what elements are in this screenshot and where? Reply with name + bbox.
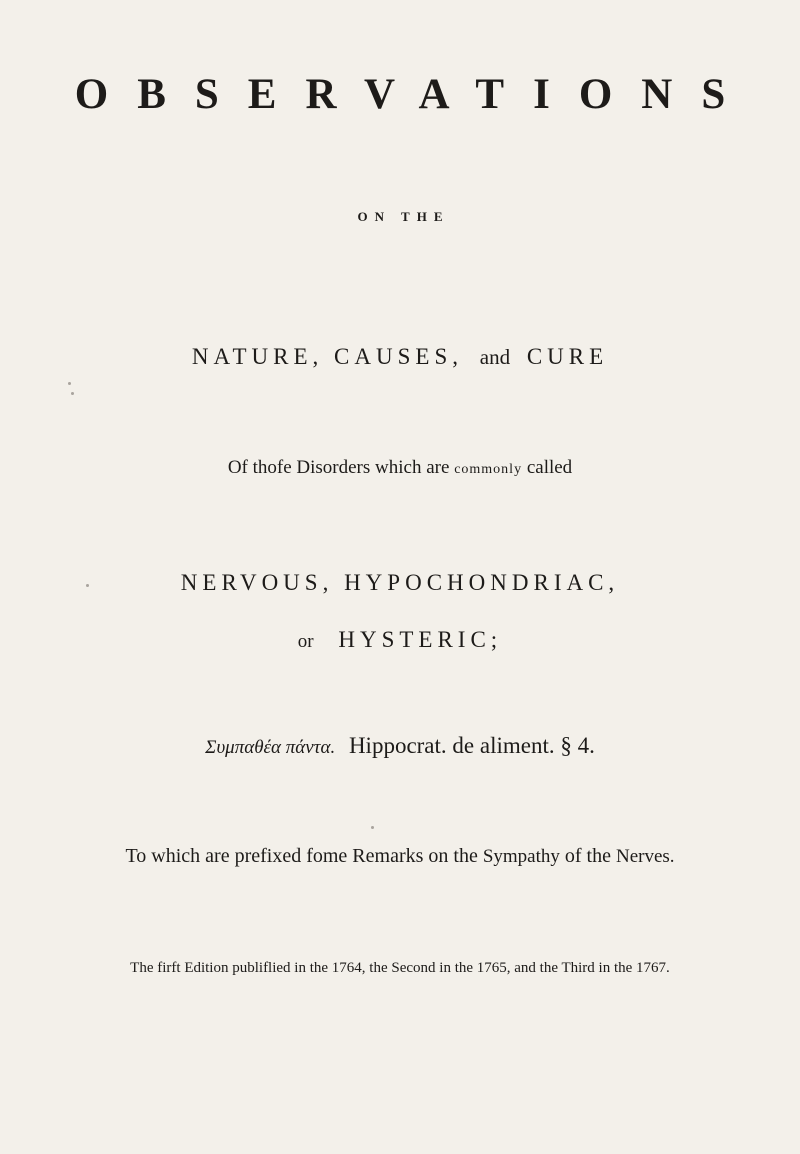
nature-causes-cure-line — [0, 344, 800, 370]
disorders-word: Disorders — [296, 457, 371, 478]
greek-quote: Συμπαθέα πάντα. — [205, 737, 336, 758]
which-are-text: which are — [375, 457, 450, 478]
paper-speck — [371, 826, 374, 829]
epigraph-citation: Hippocrat. de aliment. § 4. — [348, 733, 595, 758]
subtitle-on-the: ON THE — [357, 209, 450, 224]
of-those-text: Of thofe — [227, 457, 292, 478]
sympathy-word: Sympathy — [482, 846, 560, 867]
and-word: and — [479, 345, 511, 369]
paper-speck — [86, 584, 89, 587]
remarks-text: To which are prefixed fome Remarks on the — [125, 845, 478, 867]
or-word: or — [297, 631, 314, 652]
cure-text: CURE — [526, 344, 609, 369]
nature-causes-text: NATURE, CAUSES, — [191, 344, 463, 369]
epigraph — [0, 733, 800, 759]
remarks-line — [0, 845, 800, 868]
hysteric-line — [0, 627, 800, 653]
nerves-word: Nerves. — [615, 846, 675, 867]
hysteric-word: HYSTERIC; — [338, 627, 503, 652]
nervous-hypochondriac-line: NERVOUS, HYPOCHONDRIAC, — [180, 570, 620, 595]
book-title: OBSERVATIONS — [74, 71, 755, 118]
paper-speck — [68, 382, 71, 385]
called-word: called — [526, 457, 573, 478]
edition-note: The firft Edition publiflied in the 1764, the Second in the 1765, and the Third in the 1767. — [130, 960, 670, 976]
of-the-text: of the — [564, 845, 611, 867]
commonly-word: commonly — [454, 462, 523, 477]
paper-speck — [71, 392, 74, 395]
of-those-disorders-line — [0, 457, 800, 479]
